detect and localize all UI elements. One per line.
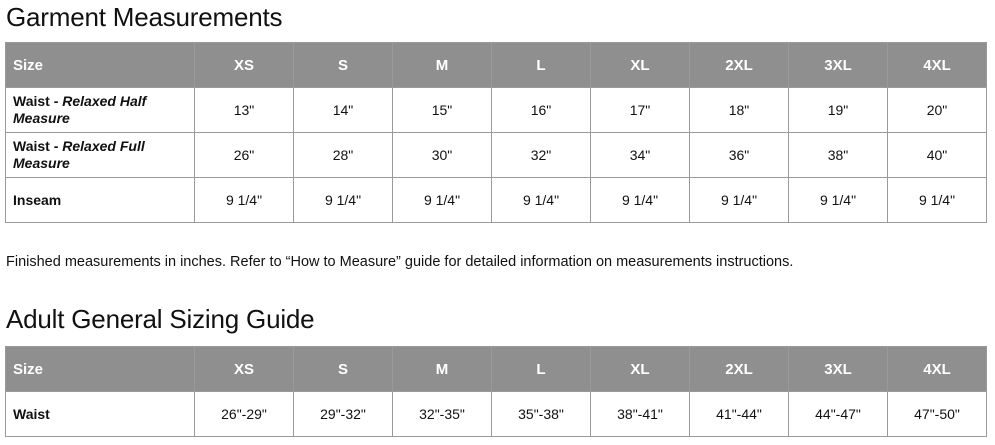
size-header-2xl: 2XL [690, 347, 789, 392]
general-sizing-table [5, 346, 987, 437]
table-cell: 13" [195, 88, 294, 133]
table-cell: 38"-41" [591, 392, 690, 437]
table-cell: 26"-29" [195, 392, 294, 437]
table-cell: 28" [294, 133, 393, 178]
table-cell: 40" [888, 133, 987, 178]
size-header-label: Size [6, 43, 195, 88]
table-row [6, 392, 987, 437]
measurement-note: Finished measurements in inches. Refer to “How to Measure” guide for detailed information on measurements instructions. [6, 254, 794, 270]
table-cell: 34" [591, 133, 690, 178]
table-cell: 9 1/4" [789, 178, 888, 223]
table-cell: 9 1/4" [195, 178, 294, 223]
table-cell: 14" [294, 88, 393, 133]
table-cell: 9 1/4" [690, 178, 789, 223]
table-cell: 9 1/4" [294, 178, 393, 223]
size-header-s: S [294, 347, 393, 392]
table-cell: 9 1/4" [591, 178, 690, 223]
row-label-waist-half [6, 88, 195, 133]
table-cell: 29"-32" [294, 392, 393, 437]
table-cell: 9 1/4" [393, 178, 492, 223]
table-cell: 18" [690, 88, 789, 133]
size-header-xl: XL [591, 43, 690, 88]
general-sizing-title: Adult General Sizing Guide [6, 304, 315, 334]
row-label-italic: Relaxed Half Measure [13, 93, 147, 126]
size-header-s: S [294, 43, 393, 88]
row-label-italic: Relaxed Full Measure [13, 138, 145, 171]
table-cell: 36" [690, 133, 789, 178]
size-header-xl: XL [591, 347, 690, 392]
size-header-m: M [393, 347, 492, 392]
table-cell: 32"-35" [393, 392, 492, 437]
size-header-4xl: 4XL [888, 347, 987, 392]
row-label-text: Waist - [13, 138, 63, 154]
table-cell: 44"-47" [789, 392, 888, 437]
size-header-l: L [492, 43, 591, 88]
row-label-inseam: Inseam [6, 178, 195, 223]
table-cell: 19" [789, 88, 888, 133]
size-header-3xl: 3XL [789, 347, 888, 392]
row-label-waist: Waist [6, 392, 195, 437]
table-cell: 9 1/4" [492, 178, 591, 223]
table-cell: 26" [195, 133, 294, 178]
table-cell: 41"-44" [690, 392, 789, 437]
table-cell: 9 1/4" [888, 178, 987, 223]
garment-measurements-table [5, 42, 987, 223]
table-cell: 35"-38" [492, 392, 591, 437]
table-row [6, 178, 987, 223]
row-label-waist-full [6, 133, 195, 178]
size-header-4xl: 4XL [888, 43, 987, 88]
table-row [6, 88, 987, 133]
size-header-3xl: 3XL [789, 43, 888, 88]
table-cell: 38" [789, 133, 888, 178]
size-header-2xl: 2XL [690, 43, 789, 88]
size-header-xs: XS [195, 347, 294, 392]
garment-measurements-title: Garment Measurements [6, 2, 283, 32]
table-header-row [6, 43, 987, 88]
size-header-label: Size [6, 347, 195, 392]
size-header-m: M [393, 43, 492, 88]
table-cell: 30" [393, 133, 492, 178]
table-row [6, 133, 987, 178]
table-cell: 15" [393, 88, 492, 133]
table-cell: 32" [492, 133, 591, 178]
size-header-xs: XS [195, 43, 294, 88]
size-header-l: L [492, 347, 591, 392]
table-cell: 17" [591, 88, 690, 133]
table-cell: 16" [492, 88, 591, 133]
table-header-row [6, 347, 987, 392]
table-cell: 47"-50" [888, 392, 987, 437]
table-cell: 20" [888, 88, 987, 133]
row-label-text: Waist - [13, 93, 63, 109]
